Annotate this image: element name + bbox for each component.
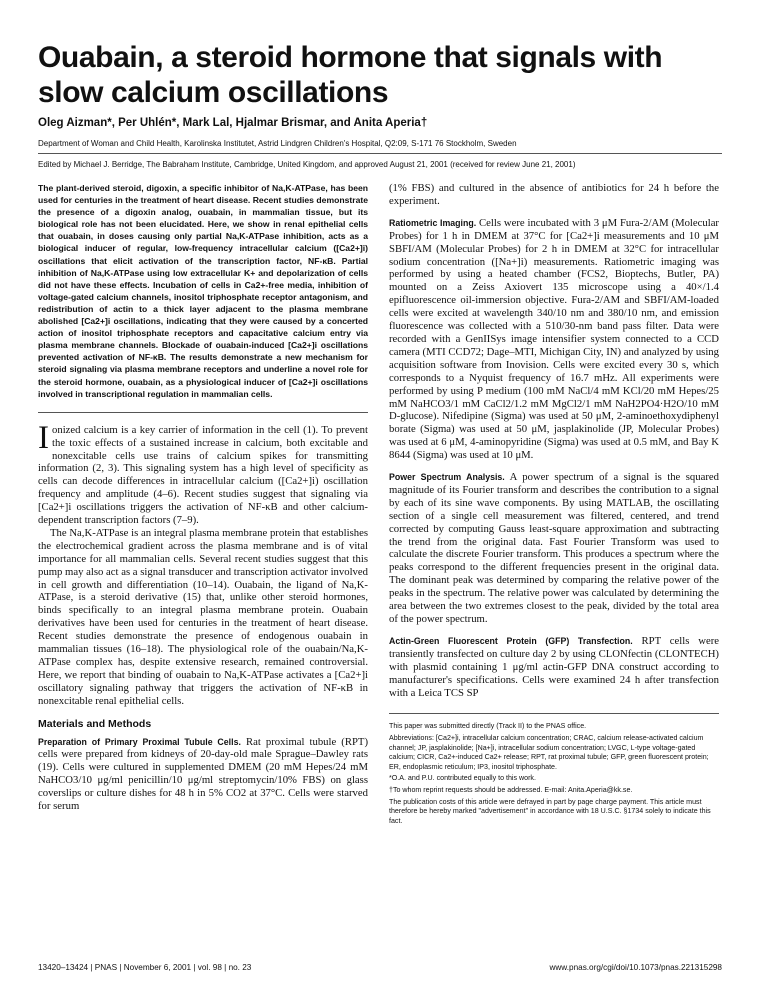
- intro-text-1: onized calcium is a key carrier of information in the cell (1). To prevent the toxic effects of a sustained increase in calcium, both excitable and nonexcitable cells use trains of calcium spikes for transmitting information (2, 3). This signaling system has a high level of specificity as cells can decode differences in intracellular calcium ([Ca2+]i) oscillation frequency and amplitude (4–6). Recent studies suggest that signaling via [Ca2+]i oscillations triggers the activation of NF-κB and other calcium-dependent transcription factors (7–9).: [38, 423, 368, 527]
- header-divider: [38, 153, 722, 154]
- ratio-text: Cells were incubated with 3 μM Fura-2/AM (Molecular Probes) for 1 h in DMEM at 37°C for [Ca2+]i measurements and 10 μM SBFI/AM (Molecular Probes) for 2 h in DMEM at 32°C for intracellular sodium concentration ([Na+]i) measurements. Ratiometric imaging was performed by using a heated chamber (FCS2, Bioptechs, Butler, PA) mounted on a Zeiss Axiovert 135 microscope using a 40×/1.4 epifluorescence oil-immersion objective. Fura-2/AM and SBFI/AM-loaded cells were excited at wavelength 340/10 nm and 380/10 nm, and emission fluorescence was collected with a 510/30-nm band pass filter. Data were recorded with a GenIISys image intensifier system connected to a CCD camera (MTI CCD72; Dage–MTI, Michigan City, IN) and analyzed by using acquisition software from Inovision. Cells were excited every 30 s, which corresponds to a Nyquist frequency of 16.7 mHz. All experiments were performed by using P medium (100 mM NaCl/4 mM KCl/20 mM Hepes/25 mM NaHCO3/1 mM CaCl2/1.2 mM MgCl2/1 mM NaH2PO4·H2O/10 mM D-glucose). Nifedipine (Sigma) was used at 50 μM, 2-aminoethoxydiphenyl borate (Sigma) was used at 50 μM, jasplakinolide (JP, Molecular Probes) was used at 6 μM, 4-aminopyridine (Sigma) was used at 0.5 mM, and Bay K 8644 (Sigma) was used at 10 μM.: [389, 216, 719, 462]
- author-list: Oleg Aizman*, Per Uhlén*, Mark Lal, Hjalmar Brismar, and Anita Aperia†: [38, 117, 428, 129]
- footnote: The publication costs of this article were defrayed in part by page charge payment. This article must therefore be hereby marked "advertisement" in accordance with 18 U.S.C. §1734 solely to indicate this fact.: [389, 797, 711, 825]
- footnote: *O.A. and P.U. contributed equally to this work.: [389, 774, 536, 783]
- methods-heading: Materials and Methods: [38, 717, 152, 730]
- prep-subheading: Preparation of Primary Proximal Tubule Cells.: [38, 736, 241, 747]
- abstract: The plant-derived steroid, digoxin, a specific inhibitor of Na,K-ATPase, has been used for centuries in the treatment of heart disease. Recent studies demonstrate the presence of a digoxin analog, ouabain, in mammalian tissue, but its biological role has not been elucidated. Here, we show in renal epithelial cells that ouabain, in doses causing only partial Na,K-ATPase inhibition, acts as a biological inducer of regular, low-frequency intracellular calcium ([Ca2+]i) oscillations that elicit activation of the transcription factor, NF-κB. Partial inhibition of Na,K-ATPase using low extracellular K+ and depolarization of cells did not have these effects. Incubation of cells in Ca2+-free media, inhibition of voltage-gated calcium channels, inositol triphosphate receptor antagonism, and redistribution of actin to a thick layer adjacent to the plasma membrane abolished [Ca2+]i oscillations, indicating that they were caused by a concerted action of inositol triphosphate receptors and capacitative calcium entry via plasma membrane channels. Blockade of ouabain-induced [Ca2+]i oscillations prevented activation of NF-κB. The results demonstrate a new mechanism for steroid signaling via plasma membrane receptors and underline a novel role for the steroid hormone, ouabain, as a physiological inducer of [Ca2+]i oscillations involved in transcriptional regulation in mammalian cells.: [38, 183, 368, 399]
- power-paragraph: [389, 471, 719, 626]
- page-footer: [38, 963, 722, 972]
- left-column: [38, 182, 368, 813]
- footer-doi-link[interactable]: www.pnas.org/cgi/doi/10.1073/pnas.221315298: [549, 963, 722, 972]
- intro-paragraph-1: [38, 419, 368, 527]
- footnote: †To whom reprint requests should be addressed. E-mail: Anita.Aperia@kk.se.: [389, 786, 633, 794]
- power-subheading: Power Spectrum Analysis.: [389, 472, 505, 483]
- article-title: Ouabain, a steroid hormone that signals with slow calcium oscillations: [38, 41, 663, 109]
- ratio-subheading: Ratiometric Imaging.: [389, 217, 477, 228]
- right-column: [389, 182, 719, 828]
- prep-text: Rat proximal tubule (RPT) cells were prepared from kidneys of 20-day-old male Sprague–Dawley rats (19). Cells were cultured in supplemented DMEM (20 mM Hepes/24 mM NaHCO3/10 μg/ml penicillin/10 μg/ml streptomycin/10% FBS) on glass coverslips or culture dishes for 48 h in 5% CO2 at 37°C. Cells were starved for serum: [38, 735, 369, 813]
- power-text: A power spectrum of a signal is the squared magnitude of its Fourier transform and describes the contribution to a signal by each of its sine wave components. By using MATLAB, the oscillating section of a single cell measurement was filtered, centered, and trend corrected by computing Gauss least-square approximation and subtracting the trend from the original data. Fast Fourier Transform was used to calculate the discrete Fourier transform. This produces a spectrum where the peaks correspond to the different frequencies present in the original data. The dominant peak was determined by comparing the relative power of the peaks in the spectrum. The relative power was calculated by determining the area between the two extremes closest to the peak, divided by the total area of the power spectrum.: [389, 471, 720, 625]
- footer-citation: 13420–13424 | PNAS | November 6, 2001 | vol. 98 | no. 23: [38, 963, 252, 972]
- edited-by-line: Edited by Michael J. Berridge, The Babraham Institute, Cambridge, United Kingdom, and approved August 21, 2001 (received for review June 21, 2001): [38, 160, 576, 169]
- introduction: [38, 419, 369, 813]
- gfp-subheading: Actin-Green Fluorescent Protein (GFP) Transfection.: [389, 635, 633, 646]
- intro-paragraph-2: The Na,K-ATPase is an integral plasma membrane protein that establishes the electrochemical gradient across the plasma membrane and is of vital importance for all mammalian cells. Several recent studies suggest that this pump may also act as a signal transducer and transcription activator involved in cell growth and differentiation (10–14). Ouabain, the ligand of Na,K-ATPase, is a steroid derivative (15) that, unlike other steroid hormones, binds specifically to an integral plasma membrane protein. Ouabain derivatives have been used for centuries in the treatment of heart disease. Recent studies demonstrate the presence of endogenous ouabain in mammalian tissues (16–18). The physiological role of the ouabain/Na,K-ATPase complex has, despite extensive research, remained controversial. Here, we report that binding of ouabain to Na,K-ATPase activates a [Ca2+]i oscillatory signaling pathway that triggers the activation of NF-κB in nonexcitable renal epithelial cells.: [38, 526, 368, 707]
- ratio-paragraph: [389, 217, 719, 462]
- affiliation: Department of Woman and Child Health, Karolinska Institutet, Astrid Lindgren Children's Hospital, Q2:09, S-171 76 Stockholm, Sweden: [38, 139, 517, 148]
- abstract-divider: [38, 412, 368, 413]
- gfp-paragraph: [389, 635, 719, 700]
- prep-paragraph: [38, 736, 368, 813]
- drop-cap: I: [38, 419, 49, 456]
- footnote: Abbreviations: [Ca2+]i, intracellular calcium concentration; CRAC, calcium release-activated calcium channel; JP, jasplakinolide; [Na+]i, intracellular sodium concentration; LVGC, L-type voltage-gated calcium; CICR, Ca2+-induced Ca2+ release; RPT, rat proximal tubule; GFP, green fluorescent protein; ER, endoplasmic reticulum; IP3, inositol triphosphate.: [389, 734, 709, 771]
- gfp-text: RPT cells were transiently transfected on culture day 2 by using CLONfectin (CLONTECH) with plasmid containing 1 μg/ml actin-GFP DNA construct according to manufacturer's specifications. Cells were examined 24 h after transfection with a Leica TCS SP: [389, 634, 720, 699]
- footnote: This paper was submitted directly (Track II) to the PNAS office.: [389, 722, 587, 731]
- prep-continuation: (1% FBS) and cultured in the absence of antibiotics for 24 h before the experiment.: [389, 182, 719, 207]
- footnote-divider: [389, 713, 719, 714]
- footnotes: [389, 722, 719, 826]
- methods-continued: [389, 182, 719, 699]
